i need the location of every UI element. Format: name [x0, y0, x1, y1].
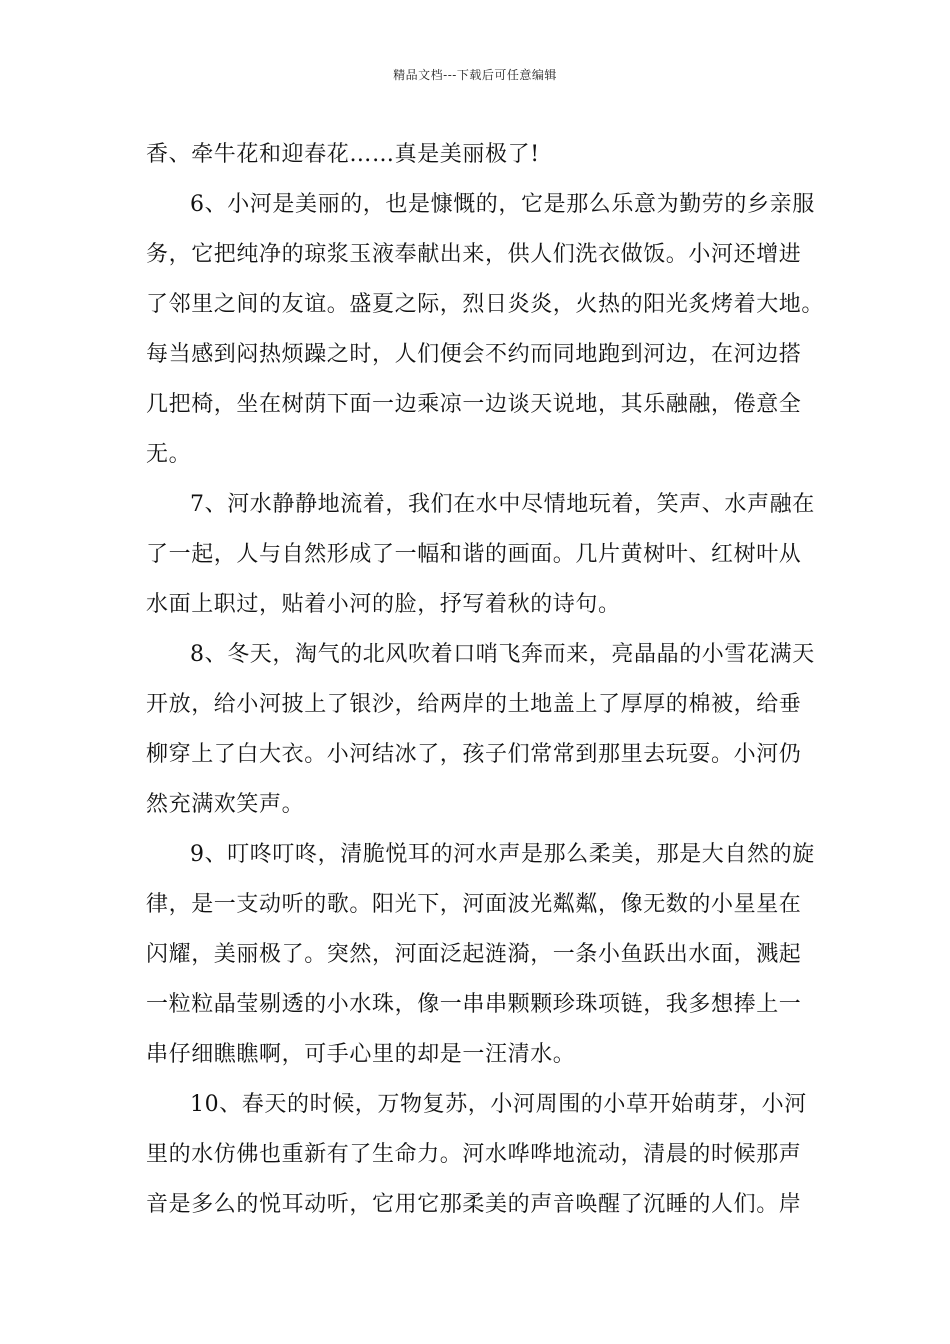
text-line: 串仔细瞧瞧啊，可手心里的却是一汪清水。: [146, 1042, 576, 1067]
text-line: 10、春天的时候，万物复苏，小河周围的小草开始萌芽，小河: [190, 1092, 807, 1117]
text-line: 了邻里之间的友谊。盛夏之际，烈日炎炎，火热的阳光炙烤着大地。: [146, 292, 825, 317]
text-line: 几把椅，坐在树荫下面一边乘凉一边谈天说地，其乐融融，倦意全: [146, 392, 802, 417]
page-header: 精品文档---下载后可任意编辑: [393, 68, 557, 82]
text-line: 9、叮咚叮咚，清脆悦耳的河水声是那么柔美，那是大自然的旋: [190, 842, 815, 867]
text-line: 香、牵牛花和迎春花……真是美丽极了!: [146, 142, 540, 167]
text-line: 律，是一支动听的歌。阳光下，河面波光粼粼，像无数的小星星在: [146, 892, 802, 917]
text-line: 里的水仿佛也重新有了生命力。河水哗哗地流动，清晨的时候那声: [146, 1142, 802, 1167]
text-line: 8、冬天，淘气的北风吹着口哨飞奔而来，亮晶晶的小雪花满天: [190, 642, 815, 667]
text-line: 然充满欢笑声。: [146, 792, 305, 817]
text-line: 每当感到闷热烦躁之时，人们便会不约而同地跑到河边，在河边搭: [146, 342, 802, 367]
document-body: [146, 130, 825, 1230]
text-line: 了一起，人与自然形成了一幅和谐的画面。几片黄树叶、红树叶从: [146, 542, 802, 567]
text-line: 柳穿上了白大衣。小河结冰了，孩子们常常到那里去玩耍。小河仍: [146, 742, 802, 767]
text-line: 7、河水静静地流着，我们在水中尽情地玩着，笑声、水声融在: [190, 492, 815, 517]
text-line: 一粒粒晶莹剔透的小水珠，像一串串颗颗珍珠项链，我多想捧上一: [146, 992, 802, 1017]
text-line: 闪耀，美丽极了。突然，河面泛起涟漪，一条小鱼跃出水面，溅起: [146, 942, 802, 967]
text-line: 无。: [146, 442, 192, 467]
text-line: 音是多么的悦耳动听，它用它那柔美的声音唤醒了沉睡的人们。岸: [146, 1192, 802, 1217]
text-line: 开放，给小河披上了银沙，给两岸的土地盖上了厚厚的棉被，给垂: [146, 692, 802, 717]
text-line: 水面上职过，贴着小河的脸，抒写着秋的诗句。: [146, 592, 621, 617]
text-line: 务，它把纯净的琼浆玉液奉献出来，供人们洗衣做饭。小河还增进: [146, 242, 802, 267]
text-line: 6、小河是美丽的，也是慷慨的，它是那么乐意为勤劳的乡亲服: [190, 192, 815, 217]
